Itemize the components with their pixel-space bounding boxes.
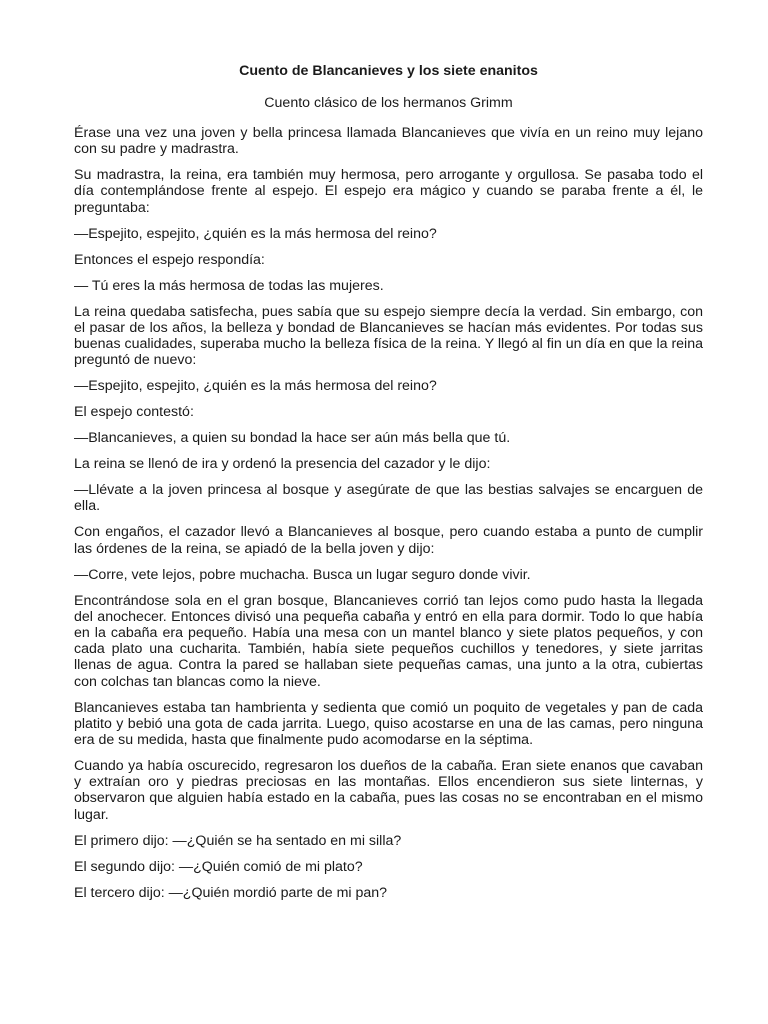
paragraph-6: La reina quedaba satisfecha, pues sabía que su espejo siempre decía la verdad. Sin embargo, con el pasar de los años, la belleza y bondad de Blancanieves se hacían más evidentes. Por todas sus buenas cualidades, superaba mucho la belleza física de la reina. Y llegó al fin un día en que la reina preguntó de nuevo:: [74, 303, 703, 369]
story-body: [74, 125, 703, 901]
paragraph-1: Érase una vez una joven y bella princesa llamada Blancanieves que vivía en un reino muy lejano con su padre y madrastra.: [74, 125, 703, 158]
paragraph-3: —Espejito, espejito, ¿quién es la más hermosa del reino?: [74, 225, 437, 242]
document-page: [74, 0, 703, 911]
paragraph-14: Encontrándose sola en el gran bosque, Blancanieves corrió tan lejos como pudo hasta la llegada del anochecer. Entonces divisó una pequeña cabaña y entró en ella para dormir. Todo lo que había en la cabaña era pequeño. Había una mesa con un mantel blanco y siete platos pequeños, y con cada plato una cucharita. También, había siete pequeños cuchillos y tenedores, y siete jarritas llenas de agua. Contra la pared se hallaban siete pequeñas camas, una junto a la otra, cubiertas con colchas tan blancas como la nieve.: [74, 592, 703, 690]
paragraph-12: Con engaños, el cazador llevó a Blancanieves al bosque, pero cuando estaba a punto de cumplir las órdenes de la reina, se apiadó de la bella joven y dijo:: [74, 524, 703, 557]
paragraph-9: —Blancanieves, a quien su bondad la hace ser aún más bella que tú.: [74, 430, 511, 447]
paragraph-4: Entonces el espejo respondía:: [74, 251, 265, 268]
document-subtitle: Cuento clásico de los hermanos Grimm: [264, 95, 513, 111]
paragraph-10: La reina se llenó de ira y ordenó la presencia del cazador y le dijo:: [74, 456, 491, 473]
paragraph-18: El segundo dijo: —¿Quién comió de mi plato?: [74, 858, 363, 875]
paragraph-17: El primero dijo: —¿Quién se ha sentado en mi silla?: [74, 832, 402, 849]
paragraph-16: Cuando ya había oscurecido, regresaron los dueños de la cabaña. Eran siete enanos que cavaban y extraían oro y piedras preciosas en las montañas. Ellos encendieron sus siete linternas, y observaron que alguien había estado en la cabaña, pues las cosas no se encontraban en el mismo lugar.: [74, 758, 703, 823]
paragraph-5: — Tú eres la más hermosa de todas las mujeres.: [74, 277, 384, 294]
paragraph-11: —Llévate a la joven princesa al bosque y asegúrate de que las bestias salvajes se encarguen de ella.: [74, 482, 703, 515]
document-title: Cuento de Blancanieves y los siete enanitos: [239, 63, 538, 79]
paragraph-7: —Espejito, espejito, ¿quién es la más hermosa del reino?: [74, 378, 437, 395]
paragraph-2: Su madrastra, la reina, era también muy hermosa, pero arrogante y orgullosa. Se pasaba todo el día contemplándose frente al espejo. El espejo era mágico y cuando se paraba frente a él, le preguntaba:: [74, 167, 703, 216]
paragraph-8: El espejo contestó:: [74, 404, 194, 421]
paragraph-15: Blancanieves estaba tan hambrienta y sedienta que comió un poquito de vegetales y pan de cada platito y bebió una gota de cada jarrita. Luego, quiso acostarse en una de las camas, pero ninguna era de su medida, hasta que finalmente pudo acomodarse en la séptima.: [74, 699, 703, 749]
paragraph-19: El tercero dijo: —¿Quién mordió parte de mi pan?: [74, 884, 388, 901]
paragraph-13: —Corre, vete lejos, pobre muchacha. Busca un lugar seguro donde vivir.: [74, 566, 531, 583]
